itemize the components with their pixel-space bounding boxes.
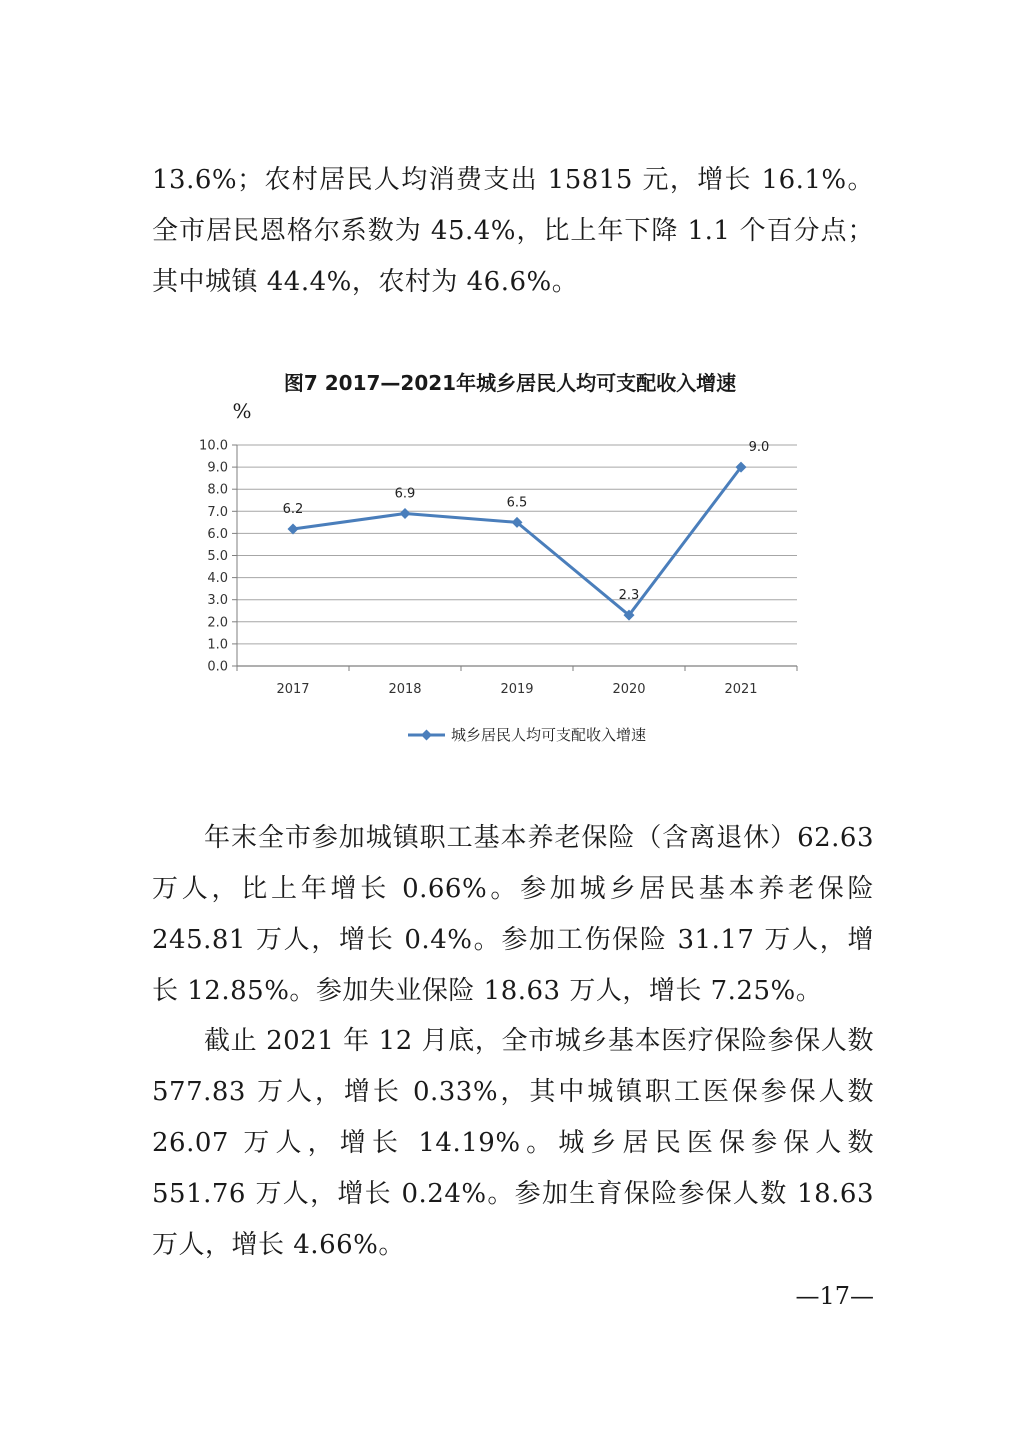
y-tick-label: 5.0	[207, 549, 228, 564]
y-tick-label: 7.0	[207, 504, 228, 520]
y-tick-label: 2.0	[207, 615, 228, 631]
income-growth-chart	[180, 360, 820, 760]
x-tick-label: 2021	[724, 682, 758, 697]
paragraph-medical-insurance: 截止 2021 年 12 月底，全市城乡基本医疗保险参保人数 577.83 万人，增长 0.33%，其中城镇职工医保参保人数 26.07 万人，增长 14.19%。城乡居民医保参保人数 551.76 万人，增长 0.24%。参加生育保险参保人数 18.63 万人，增长 4.66%。	[152, 1026, 874, 1260]
y-axis-unit-label: %	[232, 399, 252, 423]
y-tick-label: 10.0	[199, 438, 228, 454]
legend-label: 城乡居民人均可支配收入增速	[451, 726, 647, 744]
y-tick-label: 4.0	[207, 571, 228, 587]
x-tick-label: 2019	[500, 682, 534, 697]
y-tick-label: 8.0	[207, 482, 228, 498]
y-tick-label: 3.0	[207, 593, 228, 609]
y-tick-label: 6.0	[207, 526, 228, 542]
x-tick-label: 2020	[612, 682, 646, 697]
paragraph-pension-insurance: 年末全市参加城镇职工基本养老保险（含离退休）62.63 万人，比上年增长 0.66%。参加城乡居民基本养老保险 245.81 万人，增长 0.4%。参加工伤保险 31.17 万人，增长 12.85%。参加失业保险 18.63 万人，增长 7.25%。	[152, 823, 874, 1006]
chart-title: 图7 2017—2021年城乡居民人均可支配收入增速	[283, 371, 737, 395]
data-label: 6.5	[506, 495, 528, 511]
chart-svg	[180, 360, 820, 760]
chart-legend	[408, 726, 646, 744]
page-number: —17—	[795, 1282, 874, 1310]
legend-swatch-marker	[421, 730, 432, 741]
data-point	[288, 523, 299, 534]
y-tick-label: 0.0	[207, 659, 228, 675]
data-point	[400, 508, 411, 519]
data-label: 2.3	[618, 588, 640, 604]
x-tick-label: 2017	[276, 682, 310, 697]
data-label: 6.9	[394, 486, 416, 502]
data-label: 9.0	[748, 440, 770, 456]
paragraph-top: 13.6%；农村居民人均消费支出 15815 元，增长 16.1%。全市居民恩格尔系数为 45.4%，比上年下降 1.1 个百分点；其中城镇 44.4%，农村为 46.6%。	[152, 165, 874, 297]
x-tick-label: 2018	[388, 682, 422, 697]
axis-layer	[199, 439, 797, 698]
y-tick-label: 1.0	[207, 637, 228, 653]
data-label: 6.2	[282, 501, 304, 517]
y-tick-label: 9.0	[207, 460, 228, 476]
grid-layer	[237, 445, 797, 666]
